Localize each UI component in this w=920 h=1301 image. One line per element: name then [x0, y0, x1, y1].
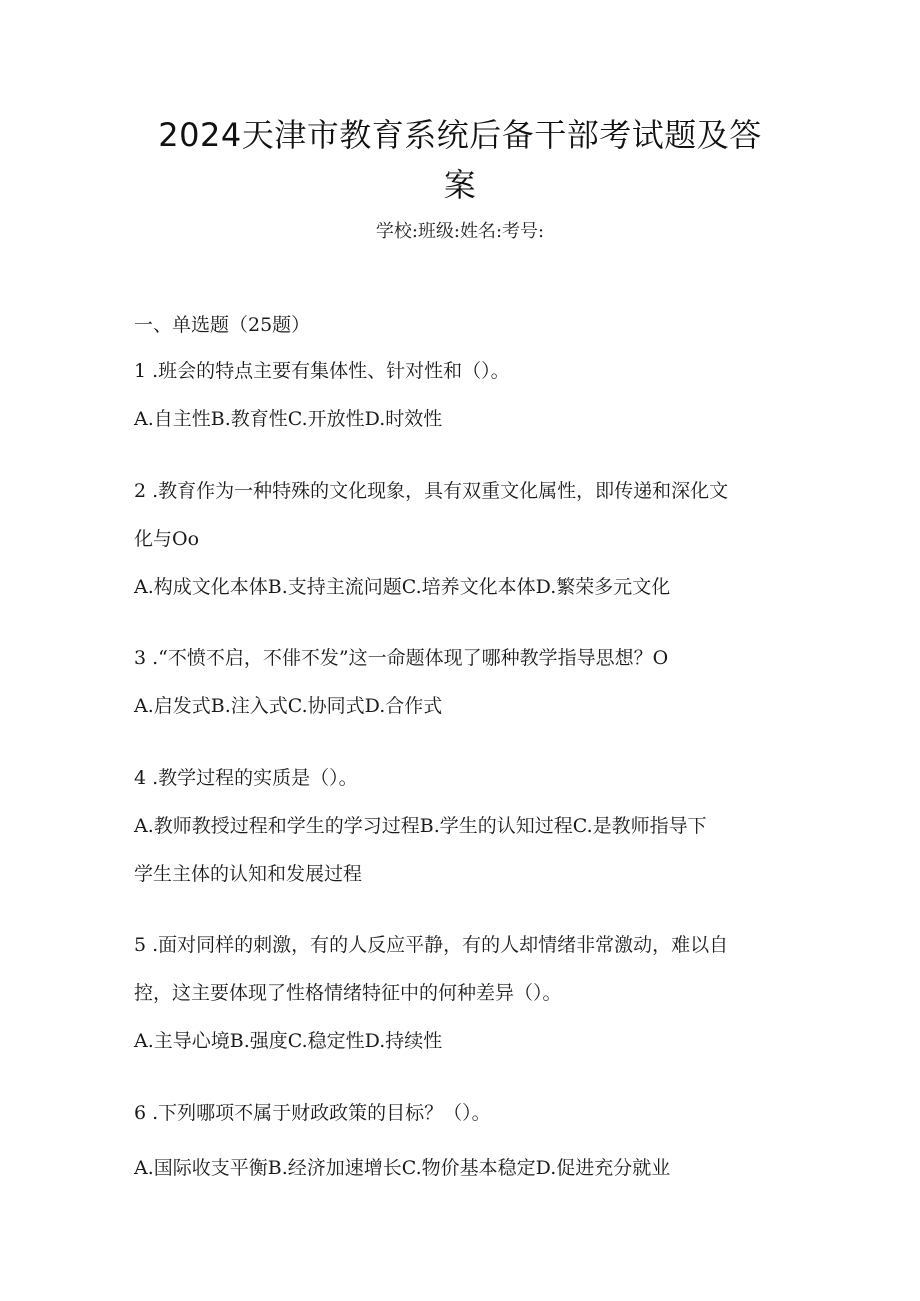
question-4-options: A.教师教授过程和学生的学习过程B.学生的认知过程C.是教师指导下 [134, 815, 707, 837]
question-5-text: 5 .面对同样的刺激，有的人反应平静，有的人却情绪非常激动，难以自 [134, 934, 729, 956]
question-4-text: 4 .教学过程的实质是（）。 [134, 767, 358, 789]
title-line-2: 案 [443, 166, 477, 204]
question-2-options: A.构成文化本体B.支持主流问题C.培养文化本体D.繁荣多元文化 [134, 576, 671, 598]
section-heading: 一、单选题（25题） [134, 314, 311, 336]
question-3-text: 3 .“不愤不启，不俳不发”这一命题体现了哪种教学指导思想？O [134, 647, 669, 669]
question-4-options-cont: 学生主体的认知和发展过程 [134, 863, 363, 885]
question-2-text-cont: 化与Oo [134, 528, 200, 550]
question-5-options: A.主导心境B.强度C.稳定性D.持续性 [134, 1030, 443, 1052]
title-line-1: 2024天津市教育系统后备干部考试题及答 [158, 116, 762, 154]
question-6-text: 6 .下列哪项不属于财政政策的目标？（）。 [134, 1102, 491, 1124]
question-1-text: 1 .班会的特点主要有集体性、针对性和（）。 [134, 360, 510, 382]
question-3-options: A.启发式B.注入式C.协同式D.合作式 [134, 695, 443, 717]
question-6-options: A.国际收支平衡B.经济加速增长C.物价基本稳定D.促进充分就业 [134, 1157, 671, 1179]
student-info-line: 学校:班级:姓名:考号: [375, 221, 545, 242]
question-2-text: 2 .教育作为一种特殊的文化现象，具有双重文化属性，即传递和深化文 [134, 480, 729, 502]
question-1-options: A.自主性B.教育性C.开放性D.时效性 [134, 408, 443, 430]
document-title [120, 110, 800, 210]
question-5-text-cont: 控，这主要体现了性格情绪特征中的何种差异（）。 [134, 982, 562, 1004]
